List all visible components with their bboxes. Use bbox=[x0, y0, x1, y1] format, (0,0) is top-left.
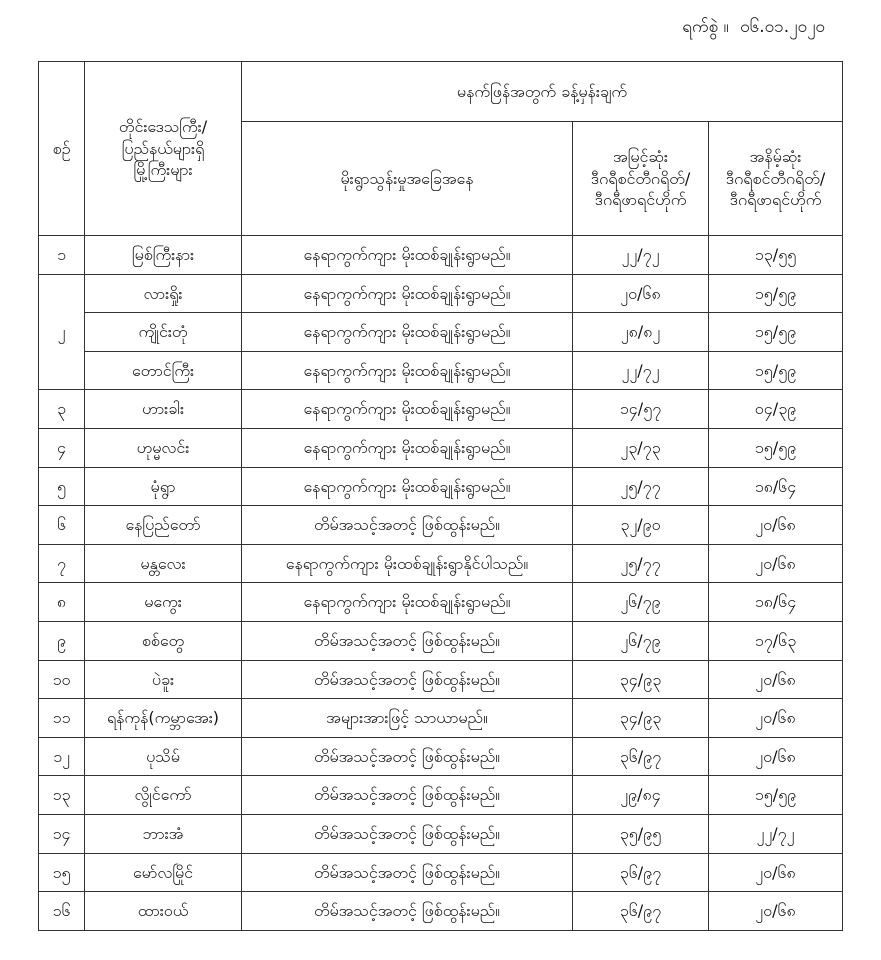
cell-no: ၁၀ bbox=[39, 660, 85, 699]
table-row bbox=[39, 737, 843, 776]
cell-city: ဘားအံ bbox=[85, 814, 242, 853]
cell-min-temp: ၁၅/၅၉ bbox=[709, 313, 843, 352]
table-row bbox=[39, 776, 843, 815]
cell-min-temp: ၂၀/၆၈ bbox=[709, 853, 843, 892]
cell-city: ပုသိမ် bbox=[85, 737, 242, 776]
cell-city: ပဲခူး bbox=[85, 660, 242, 699]
cell-condition: တိမ်အသင့်အတင့် ဖြစ်ထွန်းမည်။ bbox=[242, 737, 573, 776]
cell-max-temp: ၂၅/၇၇ bbox=[573, 544, 709, 583]
cell-min-temp: ၂၀/၆၈ bbox=[709, 892, 843, 931]
cell-condition: တိမ်အသင့်အတင့် ဖြစ်ထွန်းမည်။ bbox=[242, 853, 573, 892]
cell-no: ၁၁ bbox=[39, 699, 85, 738]
date-label: ရက်စွဲ ။ bbox=[682, 17, 729, 37]
table-row bbox=[39, 853, 843, 892]
cell-max-temp: ၂၉/၈၄ bbox=[573, 776, 709, 815]
header-condition: မိုးရွာသွန်းမှုအခြေအနေ bbox=[242, 122, 573, 236]
cell-condition: နေရာကွက်ကျား မိုးထစ်ချုန်းရွာမည်။ bbox=[242, 583, 573, 622]
cell-no: ၈ bbox=[39, 583, 85, 622]
cell-condition: နေရာကွက်ကျား မိုးထစ်ချုန်းရွာမည်။ bbox=[242, 467, 573, 506]
cell-condition: တိမ်အသင့်အတင့် ဖြစ်ထွန်းမည်။ bbox=[242, 621, 573, 660]
cell-city: စစ်တွေ bbox=[85, 621, 242, 660]
cell-max-temp: ၃၅/၉၅ bbox=[573, 814, 709, 853]
cell-min-temp: ၂၀/၆၈ bbox=[709, 699, 843, 738]
cell-city: မော်လမြိုင် bbox=[85, 853, 242, 892]
cell-min-temp: ၁၅/၅၉ bbox=[709, 351, 843, 390]
cell-condition: နေရာကွက်ကျား မိုးထစ်ချုန်းရွာမည်။ bbox=[242, 390, 573, 429]
table-row bbox=[39, 274, 843, 313]
cell-max-temp: ၂၂/၇၂ bbox=[573, 236, 709, 275]
header-no: စဉ် bbox=[39, 62, 85, 236]
table-row bbox=[39, 699, 843, 738]
cell-city: မုံရွာ bbox=[85, 467, 242, 506]
cell-min-temp: ၁၅/၅၉ bbox=[709, 428, 843, 467]
cell-max-temp: ၃၄/၉၃ bbox=[573, 699, 709, 738]
cell-no: ၂ bbox=[39, 274, 85, 390]
weather-forecast-table bbox=[38, 61, 843, 931]
cell-city: တောင်ကြီး bbox=[85, 351, 242, 390]
cell-max-temp: ၂၈/၈၂ bbox=[573, 313, 709, 352]
cell-min-temp: ၂၀/၆၈ bbox=[709, 660, 843, 699]
cell-city: ရန်ကုန်(ကမ္ဘာအေး) bbox=[85, 699, 242, 738]
cell-city: မြစ်ကြီးနား bbox=[85, 236, 242, 275]
cell-min-temp: ၁၅/၅၉ bbox=[709, 776, 843, 815]
cell-condition: နေရာကွက်ကျား မိုးထစ်ချုန်းရွာနိုင်ပါသည်။ bbox=[242, 544, 573, 583]
cell-no: ၅ bbox=[39, 467, 85, 506]
cell-city: ကျိုင်းတုံ bbox=[85, 313, 242, 352]
cell-max-temp: ၃၄/၉၃ bbox=[573, 660, 709, 699]
table-row bbox=[39, 236, 843, 275]
cell-no: ၁ bbox=[39, 236, 85, 275]
cell-condition: အများအားဖြင့် သာယာမည်။ bbox=[242, 699, 573, 738]
cell-min-temp: ၀၄/၃၉ bbox=[709, 390, 843, 429]
cell-no: ၁၅ bbox=[39, 853, 85, 892]
cell-max-temp: ၂၃/၇၃ bbox=[573, 428, 709, 467]
cell-no: ၄ bbox=[39, 428, 85, 467]
table-row bbox=[39, 892, 843, 931]
header-forecast-group: မနက်ဖြန်အတွက် ခန့်မှန်းချက် bbox=[242, 62, 843, 122]
cell-min-temp: ၁၈/၆၄ bbox=[709, 583, 843, 622]
header-min-temp: အနိမ့်ဆုံး ဒီဂရီစင်တီဂရိတ်/ ဒီဂရီဖာရင်ဟိုက် bbox=[709, 122, 843, 236]
cell-city: ထားဝယ် bbox=[85, 892, 242, 931]
cell-condition: တိမ်အသင့်အတင့် ဖြစ်ထွန်းမည်။ bbox=[242, 892, 573, 931]
cell-city: မန္တလေး bbox=[85, 544, 242, 583]
cell-city: လွိုင်ကော် bbox=[85, 776, 242, 815]
cell-min-temp: ၁၈/၆၄ bbox=[709, 467, 843, 506]
cell-max-temp: ၂၅/၇၇ bbox=[573, 467, 709, 506]
cell-min-temp: ၂၀/၆၈ bbox=[709, 737, 843, 776]
header-city: တိုင်းဒေသကြီး/ ပြည်နယ်များရှိ မြို့ကြီးများ bbox=[85, 62, 242, 236]
cell-city: နေပြည်တော် bbox=[85, 506, 242, 545]
table-row bbox=[39, 428, 843, 467]
cell-max-temp: ၃၆/၉၇ bbox=[573, 737, 709, 776]
table-row bbox=[39, 544, 843, 583]
cell-min-temp: ၂၀/၆၈ bbox=[709, 544, 843, 583]
cell-no: ၃ bbox=[39, 390, 85, 429]
header-max-temp: အမြင့်ဆုံး ဒီဂရီစင်တီဂရိတ်/ ဒီဂရီဖာရင်ဟိုက် bbox=[573, 122, 709, 236]
date-value: ၀၆.၀၁.၂၀၂၀ bbox=[740, 17, 825, 37]
table-row bbox=[39, 814, 843, 853]
table-row bbox=[39, 506, 843, 545]
cell-max-temp: ၂၀/၆၈ bbox=[573, 274, 709, 313]
cell-no: ၁၂ bbox=[39, 737, 85, 776]
cell-max-temp: ၁၄/၅၇ bbox=[573, 390, 709, 429]
cell-max-temp: ၃၆/၉၇ bbox=[573, 853, 709, 892]
cell-no: ၆ bbox=[39, 506, 85, 545]
report-date bbox=[676, 16, 825, 41]
cell-min-temp: ၁၃/၅၅ bbox=[709, 236, 843, 275]
cell-no: ၉ bbox=[39, 621, 85, 660]
table-row bbox=[39, 351, 843, 390]
cell-city: ဟားခါး bbox=[85, 390, 242, 429]
cell-min-temp: ၁၅/၅၉ bbox=[709, 274, 843, 313]
table-row bbox=[39, 583, 843, 622]
cell-max-temp: ၂၆/၇၉ bbox=[573, 621, 709, 660]
cell-min-temp: ၂၂/၇၂ bbox=[709, 814, 843, 853]
table-row bbox=[39, 390, 843, 429]
cell-max-temp: ၃၂/၉၀ bbox=[573, 506, 709, 545]
cell-city: ဟုမ္မလင်း bbox=[85, 428, 242, 467]
cell-condition: တိမ်အသင့်အတင့် ဖြစ်ထွန်းမည်။ bbox=[242, 660, 573, 699]
cell-max-temp: ၂၂/၇၂ bbox=[573, 351, 709, 390]
cell-no: ၇ bbox=[39, 544, 85, 583]
cell-max-temp: ၂၆/၇၉ bbox=[573, 583, 709, 622]
cell-no: ၁၆ bbox=[39, 892, 85, 931]
cell-condition: တိမ်အသင့်အတင့် ဖြစ်ထွန်းမည်။ bbox=[242, 776, 573, 815]
cell-no: ၁၃ bbox=[39, 776, 85, 815]
table-row bbox=[39, 313, 843, 352]
cell-city: လားရှိုး bbox=[85, 274, 242, 313]
cell-condition: နေရာကွက်ကျား မိုးထစ်ချုန်းရွာမည်။ bbox=[242, 428, 573, 467]
cell-max-temp: ၃၆/၉၇ bbox=[573, 892, 709, 931]
cell-condition: တိမ်အသင့်အတင့် ဖြစ်ထွန်းမည်။ bbox=[242, 506, 573, 545]
table-row bbox=[39, 467, 843, 506]
cell-condition: နေရာကွက်ကျား မိုးထစ်ချုန်းရွာမည်။ bbox=[242, 274, 573, 313]
cell-min-temp: ၂၀/၆၈ bbox=[709, 506, 843, 545]
cell-min-temp: ၁၇/၆၃ bbox=[709, 621, 843, 660]
cell-condition: တိမ်အသင့်အတင့် ဖြစ်ထွန်းမည်။ bbox=[242, 814, 573, 853]
cell-city: မကွေး bbox=[85, 583, 242, 622]
cell-condition: နေရာကွက်ကျား မိုးထစ်ချုန်းရွာမည်။ bbox=[242, 313, 573, 352]
table-row bbox=[39, 660, 843, 699]
cell-no: ၁၄ bbox=[39, 814, 85, 853]
cell-condition: နေရာကွက်ကျား မိုးထစ်ချုန်းရွာမည်။ bbox=[242, 351, 573, 390]
table-row bbox=[39, 621, 843, 660]
cell-condition: နေရာကွက်ကျား မိုးထစ်ချုန်းရွာမည်။ bbox=[242, 236, 573, 275]
